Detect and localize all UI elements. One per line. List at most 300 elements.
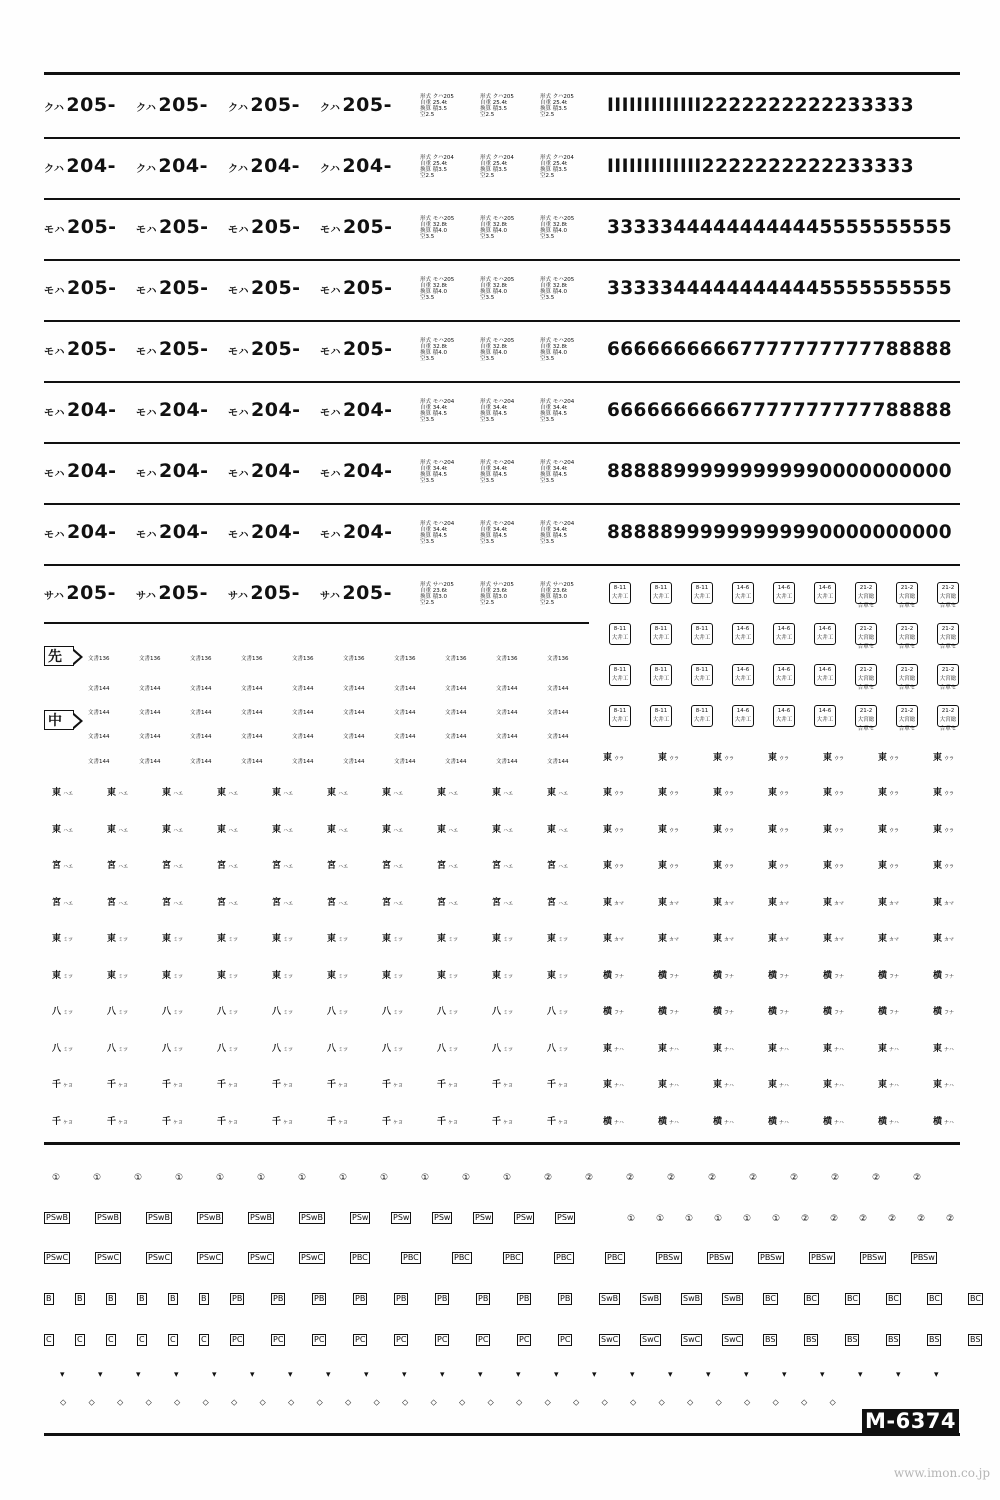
depot-mark: 横 フナ <box>768 970 790 981</box>
circled-number-mark: ② <box>872 1173 881 1183</box>
depot-mark: 東 ミツ <box>327 970 349 981</box>
depot-mark: 東 ハエ <box>327 824 349 835</box>
seat-type-tag: SwC <box>642 1335 660 1344</box>
circled-number-mark: ② <box>626 1173 635 1183</box>
diamond-mark: ⬦ <box>430 1398 437 1408</box>
spec-plate-text: 形式 クハ205 自重 25.4t 換算 積3.5 空2.5 <box>420 94 454 118</box>
seat-type-tag: PB <box>437 1294 448 1303</box>
car-number-row <box>44 446 960 506</box>
diamond-mark: ⬦ <box>288 1398 295 1408</box>
seat-type-tag: B <box>108 1294 114 1303</box>
depot-mark: 東 ナハ <box>713 1043 734 1054</box>
circled-number-mark: ① <box>339 1173 348 1183</box>
depot-mark: 八 ミツ <box>547 1043 569 1054</box>
maker-label: 文書144 <box>496 710 518 716</box>
number-digit-strip: 88888999999999990000000000 <box>607 461 953 482</box>
seat-type-tag: PBC <box>607 1253 623 1262</box>
depot-mark: 東 ミツ <box>547 934 569 944</box>
seat-type-tag: PSw <box>475 1213 492 1222</box>
maker-label: 文書144 <box>547 734 569 740</box>
spec-plate-text: 形式 モハ205 自重 32.8t 換算 積4.0 空3.5 <box>540 277 575 301</box>
circled-number-mark: ① <box>627 1214 636 1224</box>
maker-label: 文書144 <box>547 759 569 765</box>
car-number-label: サハ 205- <box>320 582 392 604</box>
inspection-date-box: 14-6 大井工 <box>814 664 836 686</box>
seat-type-tag: PBC <box>454 1253 470 1262</box>
maker-label: 文書144 <box>88 734 110 740</box>
depot-mark: 東 カマ <box>823 897 845 908</box>
inspection-date-box: 21-2 大宮総合車セ <box>855 623 877 645</box>
depot-mark: 東 ウラ <box>713 861 735 871</box>
depot-mark: 東 ハエ <box>547 824 569 835</box>
depot-mark: 東 ナハ <box>878 1043 899 1054</box>
spec-plate-text: 形式 モハ205 自重 32.8t 換算 積4.0 空3.5 <box>540 338 575 362</box>
triangle-mark: ▾ <box>402 1370 407 1380</box>
depot-mark: 東 カマ <box>658 934 680 944</box>
spec-plate-text: 形式 モハ204 自重 34.4t 換算 積4.5 空3.5 <box>420 399 455 423</box>
maker-label: 文書136 <box>445 656 467 662</box>
depot-mark: 東 ウラ <box>878 753 900 763</box>
car-number-label: モハ 205- <box>228 216 301 238</box>
seat-type-tag: SwC <box>601 1335 619 1344</box>
depot-mark: 東 ナハ <box>768 1080 789 1090</box>
maker-label: 文書144 <box>292 759 314 765</box>
depot-mark: 東 ハエ <box>382 824 404 835</box>
maker-label: 文書144 <box>241 686 263 692</box>
depot-mark: 宮 ハエ <box>437 861 459 871</box>
circled-number-mark: ② <box>708 1173 717 1183</box>
circled-number-mark: ① <box>93 1173 102 1183</box>
spec-plate-text: 形式 クハ204 自重 25.4t 換算 積3.5 空2.5 <box>480 155 514 179</box>
inspection-date-box: 14-6 大井工 <box>814 582 836 604</box>
seat-type-tag: C <box>201 1335 207 1344</box>
car-number-row <box>44 385 960 445</box>
car-number-label: モハ 204- <box>228 399 301 421</box>
maker-label: 文書144 <box>292 734 314 740</box>
seat-type-tag: SwC <box>724 1335 742 1344</box>
inspection-date-box: 21-2 大宮総合車セ <box>896 582 918 604</box>
car-number-label: クハ 205- <box>320 94 392 116</box>
seat-type-tag: PSwB <box>250 1213 272 1222</box>
middle-car-badge: 中 <box>44 710 74 730</box>
depot-mark: 東 ミツ <box>107 970 129 981</box>
diamond-mark: ⬦ <box>744 1398 751 1408</box>
inspection-date-box: 8-11 大井工 <box>650 582 672 604</box>
maker-label: 文書144 <box>88 759 110 765</box>
maker-label: 文書144 <box>139 734 161 740</box>
seat-type-tag: SwB <box>642 1294 660 1303</box>
seat-type-tag: PBC <box>556 1253 572 1262</box>
seat-type-tag: PSwB <box>148 1213 170 1222</box>
seat-type-tag: SwB <box>601 1294 619 1303</box>
depot-mark: 八 ミツ <box>547 1007 569 1017</box>
seat-type-tag: BS <box>847 1335 858 1344</box>
depot-mark: 八 ミツ <box>272 1007 294 1017</box>
seat-type-tag: PC <box>437 1335 448 1344</box>
triangle-mark: ▾ <box>554 1370 559 1380</box>
depot-mark: 宮 ハエ <box>107 897 129 908</box>
depot-mark: 千 ケヨ <box>162 1116 184 1127</box>
car-number-label: モハ 204- <box>136 521 209 543</box>
diamond-mark: ⬦ <box>829 1398 836 1408</box>
car-number-label: モハ 204- <box>228 521 301 543</box>
depot-mark: 宮 ハエ <box>217 897 239 908</box>
circled-number-mark: ② <box>913 1173 922 1183</box>
inspection-date-box: 8-11 大井工 <box>609 664 631 686</box>
maker-label: 文書144 <box>88 710 110 716</box>
circled-number-mark: ② <box>667 1173 676 1183</box>
product-code-label: M-6374 <box>862 1409 959 1433</box>
triangle-mark: ▾ <box>250 1370 255 1380</box>
number-digit-strip: 66666666667777777777788888 <box>607 400 953 421</box>
depot-mark: 八 ミツ <box>492 1007 514 1017</box>
depot-mark: 八 ミツ <box>217 1043 239 1054</box>
diamond-mark: ⬦ <box>60 1398 67 1408</box>
inspection-date-box: 21-2 大宮総合車セ <box>896 623 918 645</box>
car-number-label: モハ 205- <box>44 216 117 238</box>
seat-type-tag: PBC <box>505 1253 521 1262</box>
maker-label: 文書144 <box>190 686 212 692</box>
seat-type-tag: PSwC <box>46 1253 69 1262</box>
depot-mark: 東 ミツ <box>382 934 404 944</box>
depot-mark: 東 ミツ <box>272 970 294 981</box>
triangle-mark: ▾ <box>706 1370 711 1380</box>
depot-mark: 東 カマ <box>933 897 955 908</box>
depot-mark: 東 ウラ <box>603 788 625 798</box>
seat-type-tag: B <box>170 1294 176 1303</box>
depot-mark: 東 ミツ <box>492 934 514 944</box>
car-number-label: クハ 204- <box>228 155 300 177</box>
triangle-mark: ▾ <box>326 1370 331 1380</box>
depot-mark: 東 ハエ <box>162 824 184 835</box>
spec-plate-text: 形式 クハ205 自重 25.4t 換算 積3.5 空2.5 <box>540 94 574 118</box>
seat-type-tag: B <box>46 1294 52 1303</box>
inspection-date-box: 14-6 大井工 <box>814 623 836 645</box>
depot-mark: 八 ミツ <box>382 1043 404 1054</box>
diamond-mark: ⬦ <box>630 1398 637 1408</box>
seat-type-tag: PSwB <box>301 1213 323 1222</box>
spec-plate-text: 形式 モハ205 自重 32.8t 換算 積4.0 空3.5 <box>480 216 515 240</box>
depot-mark: 横 フナ <box>823 970 845 981</box>
maker-label: 文書144 <box>394 710 416 716</box>
seat-type-tag: PC <box>519 1335 530 1344</box>
depot-mark: 東 ウラ <box>823 824 845 835</box>
maker-label: 文書144 <box>343 710 365 716</box>
triangle-mark: ▾ <box>782 1370 787 1380</box>
car-number-row <box>44 141 960 201</box>
depot-mark: 宮 ハエ <box>162 861 184 871</box>
maker-label: 文書144 <box>394 686 416 692</box>
depot-mark: 東 ナハ <box>933 1043 954 1054</box>
circled-number-mark: ② <box>544 1173 553 1183</box>
diamond-mark: ⬦ <box>117 1398 124 1408</box>
maker-label: 文書144 <box>139 759 161 765</box>
depot-mark: 八 ミツ <box>162 1007 184 1017</box>
car-section-divider <box>44 622 589 624</box>
depot-mark: 東 ハエ <box>217 824 239 835</box>
depot-mark: 横 フナ <box>658 970 680 981</box>
diamond-mark: ⬦ <box>259 1398 266 1408</box>
seat-type-tag: PC <box>232 1335 243 1344</box>
inspection-date-box: 14-6 大井工 <box>732 623 754 645</box>
car-number-label: モハ 205- <box>228 277 301 299</box>
depot-mark: 宮 ハエ <box>492 861 514 871</box>
number-digit-strip: 33333444444444445555555555 <box>607 217 953 238</box>
depot-mark: 東 ハエ <box>437 824 459 835</box>
depot-mark: 宮 ハエ <box>52 861 74 871</box>
circled-number-mark: ① <box>257 1173 266 1183</box>
depot-mark: 宮 ハエ <box>107 861 129 871</box>
diamond-mark: ⬦ <box>145 1398 152 1408</box>
triangle-mark: ▾ <box>288 1370 293 1380</box>
depot-mark: 東 ウラ <box>658 824 680 835</box>
car-number-row <box>44 263 960 323</box>
seat-type-tag: PB <box>519 1294 530 1303</box>
circled-number-mark: ① <box>298 1173 307 1183</box>
depot-mark: 東 ウラ <box>933 861 955 871</box>
maker-label: 文書144 <box>241 759 263 765</box>
seat-type-tag: SwC <box>683 1335 701 1344</box>
triangle-mark: ▾ <box>60 1370 65 1380</box>
car-number-label: モハ 204- <box>228 460 301 482</box>
depot-mark: 東 ハエ <box>107 824 129 835</box>
maker-label: 文書144 <box>190 734 212 740</box>
maker-label: 文書136 <box>241 656 263 662</box>
depot-mark: 横 ナハ <box>933 1116 954 1127</box>
depot-mark: 東 ウラ <box>603 824 625 835</box>
inspection-date-box: 14-6 大井工 <box>773 582 795 604</box>
maker-label: 文書144 <box>343 734 365 740</box>
depot-mark: 横 ナハ <box>823 1116 844 1127</box>
depot-mark: 東 カマ <box>878 934 900 944</box>
car-number-label: サハ 205- <box>136 582 208 604</box>
number-digit-strip: IIIIIIIIIIIII2222222222233333 <box>607 156 915 177</box>
spec-plate-text: 形式 サハ205 自重 23.6t 換算 積3.0 空2.5 <box>420 582 454 606</box>
depot-mark: 横 ナハ <box>878 1116 899 1127</box>
maker-label: 文書144 <box>496 759 518 765</box>
row-divider <box>44 381 960 383</box>
car-number-label: クハ 205- <box>44 94 116 116</box>
depot-mark: 千 ケヨ <box>437 1080 459 1090</box>
depot-mark: 八 ミツ <box>327 1007 349 1017</box>
depot-mark: 横 フナ <box>823 1007 845 1017</box>
seat-type-tag: PSwB <box>46 1213 68 1222</box>
triangle-mark: ▾ <box>934 1370 939 1380</box>
seat-type-tag: PBSw <box>862 1253 884 1262</box>
depot-mark: 千 ケヨ <box>382 1116 404 1127</box>
inspection-date-box: 21-2 大宮総合車セ <box>937 623 959 645</box>
depot-mark: 東 ハエ <box>327 788 349 798</box>
depot-mark: 千 ケヨ <box>547 1116 569 1127</box>
diamond-mark: ⬦ <box>174 1398 181 1408</box>
seat-type-tag: PB <box>355 1294 366 1303</box>
seat-type-tag: PSwB <box>199 1213 221 1222</box>
depot-mark: 千 ケヨ <box>327 1116 349 1127</box>
depot-mark: 千 ケヨ <box>217 1116 239 1127</box>
triangle-mark: ▾ <box>212 1370 217 1380</box>
circled-number-mark: ② <box>917 1214 926 1224</box>
triangle-mark: ▾ <box>364 1370 369 1380</box>
spec-plate-text: 形式 モハ204 自重 34.4t 換算 積4.5 空3.5 <box>540 399 575 423</box>
depot-mark: 東 ナハ <box>658 1080 679 1090</box>
car-number-label: モハ 205- <box>136 277 209 299</box>
depot-mark: 東 ハエ <box>52 824 74 835</box>
triangle-mark: ▾ <box>820 1370 825 1380</box>
depot-mark: 宮 ハエ <box>162 897 184 908</box>
triangle-mark: ▾ <box>592 1370 597 1380</box>
car-number-label: クハ 204- <box>44 155 116 177</box>
seat-type-tag: PC <box>314 1335 325 1344</box>
depot-mark: 東 ウラ <box>768 753 790 763</box>
depot-mark: 東 ナハ <box>823 1080 844 1090</box>
seat-type-tag: C <box>108 1335 114 1344</box>
depot-mark: 東 カマ <box>878 897 900 908</box>
seat-type-tag: BS <box>929 1335 940 1344</box>
seat-type-tag: PC <box>478 1335 489 1344</box>
depot-mark: 八 ミツ <box>492 1043 514 1054</box>
depot-mark: 東 ハエ <box>272 824 294 835</box>
row-divider <box>44 564 960 566</box>
maker-label: 文書144 <box>343 759 365 765</box>
spec-plate-text: 形式 モハ204 自重 34.4t 換算 積4.5 空3.5 <box>540 460 575 484</box>
inspection-date-box: 14-6 大井工 <box>732 664 754 686</box>
maker-label: 文書136 <box>88 656 110 662</box>
car-number-label: モハ 205- <box>320 277 393 299</box>
spec-plate-text: 形式 モハ204 自重 34.4t 換算 積4.5 空3.5 <box>480 460 515 484</box>
depot-mark: 東 ウラ <box>713 788 735 798</box>
inspection-date-box: 8-11 大井工 <box>691 705 713 727</box>
diamond-mark: ⬦ <box>88 1398 95 1408</box>
spec-plate-text: 形式 サハ205 自重 23.6t 換算 積3.0 空2.5 <box>540 582 574 606</box>
depot-mark: 東 ナハ <box>823 1043 844 1054</box>
depot-mark: 宮 ハエ <box>327 861 349 871</box>
triangle-mark: ▾ <box>98 1370 103 1380</box>
depot-mark: 宮 ハエ <box>217 861 239 871</box>
depot-mark: 八 ミツ <box>162 1043 184 1054</box>
depot-mark: 東 ナハ <box>933 1080 954 1090</box>
inspection-date-box: 8-11 大井工 <box>691 623 713 645</box>
circled-number-mark: ① <box>216 1173 225 1183</box>
depot-mark: 東 ウラ <box>768 788 790 798</box>
depot-mark: 東 ミツ <box>437 934 459 944</box>
maker-label: 文書136 <box>292 656 314 662</box>
number-digit-strip: 66666666667777777777788888 <box>607 339 953 360</box>
depot-mark: 宮 ハエ <box>272 897 294 908</box>
maker-label: 文書144 <box>547 686 569 692</box>
seat-type-tag: PSw <box>393 1213 410 1222</box>
depot-mark: 八 ミツ <box>327 1043 349 1054</box>
spec-plate-text: 形式 モハ204 自重 34.4t 換算 積4.5 空3.5 <box>480 521 515 545</box>
seat-type-tag: C <box>139 1335 145 1344</box>
maker-label: 文書144 <box>394 759 416 765</box>
depot-mark: 東 ウラ <box>933 753 955 763</box>
diamond-mark: ⬦ <box>658 1398 665 1408</box>
depot-mark: 八 ミツ <box>107 1007 129 1017</box>
seat-type-tag: BC <box>970 1294 981 1303</box>
car-number-label: クハ 204- <box>136 155 208 177</box>
depot-mark: 横 フナ <box>603 1007 625 1017</box>
circled-number-mark: ① <box>175 1173 184 1183</box>
circled-number-mark: ① <box>503 1173 512 1183</box>
maker-label: 文書144 <box>292 686 314 692</box>
seat-type-tag: PC <box>273 1335 284 1344</box>
circled-number-mark: ② <box>790 1173 799 1183</box>
depot-mark: 八 ミツ <box>107 1043 129 1054</box>
circled-number-mark: ② <box>888 1214 897 1224</box>
car-number-label: モハ 204- <box>320 399 393 421</box>
spec-plate-text: 形式 クハ205 自重 25.4t 換算 積3.5 空2.5 <box>480 94 514 118</box>
depot-mark: 東 ミツ <box>162 970 184 981</box>
depot-mark: 千 ケヨ <box>382 1080 404 1090</box>
maker-label: 文書144 <box>190 710 212 716</box>
triangle-mark: ▾ <box>858 1370 863 1380</box>
seat-type-tag: PSwC <box>148 1253 171 1262</box>
seat-type-tag: PBSw <box>913 1253 935 1262</box>
spec-plate-text: 形式 クハ204 自重 25.4t 換算 積3.5 空2.5 <box>540 155 574 179</box>
seat-type-tag: PB <box>396 1294 407 1303</box>
diamond-mark: ⬦ <box>459 1398 466 1408</box>
spec-plate-text: 形式 モハ205 自重 32.8t 換算 積4.0 空3.5 <box>420 216 455 240</box>
seat-type-tag: B <box>77 1294 83 1303</box>
depot-mark: 宮 ハエ <box>327 897 349 908</box>
car-number-label: モハ 204- <box>44 460 117 482</box>
inspection-date-box: 8-11 大井工 <box>650 705 672 727</box>
maker-label: 文書144 <box>292 710 314 716</box>
seat-type-tag: PC <box>355 1335 366 1344</box>
depot-mark: 東 カマ <box>933 934 955 944</box>
depot-mark: 横 フナ <box>878 1007 900 1017</box>
car-number-label: モハ 205- <box>320 338 393 360</box>
car-number-label: モハ 204- <box>136 460 209 482</box>
depot-mark: 東 ウラ <box>933 824 955 835</box>
seat-type-tag: PSwC <box>97 1253 120 1262</box>
car-number-label: モハ 204- <box>320 521 393 543</box>
depot-mark: 東 カマ <box>768 934 790 944</box>
seat-type-tag: PB <box>314 1294 325 1303</box>
row-divider <box>44 442 960 444</box>
maker-label: 文書144 <box>190 759 212 765</box>
seat-type-tag: PB <box>273 1294 284 1303</box>
triangle-mark: ▾ <box>516 1370 521 1380</box>
depot-mark: 千 ケヨ <box>52 1116 74 1127</box>
depot-mark: 東 ナハ <box>878 1080 899 1090</box>
depot-mark: 東 カマ <box>768 897 790 908</box>
triangle-mark: ▾ <box>896 1370 901 1380</box>
seat-type-tag: SwB <box>724 1294 742 1303</box>
number-digit-strip: 88888999999999990000000000 <box>607 522 953 543</box>
car-number-label: クハ 204- <box>320 155 392 177</box>
maker-label: 文書136 <box>547 656 569 662</box>
depot-mark: 宮 ハエ <box>382 897 404 908</box>
circled-number-mark: ② <box>749 1173 758 1183</box>
depot-mark: 東 ハエ <box>272 788 294 798</box>
depot-mark: 八 ミツ <box>437 1007 459 1017</box>
depot-mark: 東 カマ <box>603 934 625 944</box>
diamond-mark: ⬦ <box>345 1398 352 1408</box>
inspection-date-box: 14-6 大井工 <box>732 705 754 727</box>
maker-label: 文書144 <box>241 710 263 716</box>
maker-label: 文書144 <box>88 686 110 692</box>
depot-mark: 東 ミツ <box>162 934 184 944</box>
spec-plate-text: 形式 モハ205 自重 32.8t 換算 積4.0 空3.5 <box>420 277 455 301</box>
depot-mark: 八 ミツ <box>52 1043 74 1054</box>
depot-mark: 東 ミツ <box>272 934 294 944</box>
diamond-mark: ⬦ <box>801 1398 808 1408</box>
depot-mark: 横 フナ <box>878 970 900 981</box>
depot-mark: 千 ケヨ <box>437 1116 459 1127</box>
depot-mark: 宮 ハエ <box>382 861 404 871</box>
circled-number-mark: ② <box>585 1173 594 1183</box>
